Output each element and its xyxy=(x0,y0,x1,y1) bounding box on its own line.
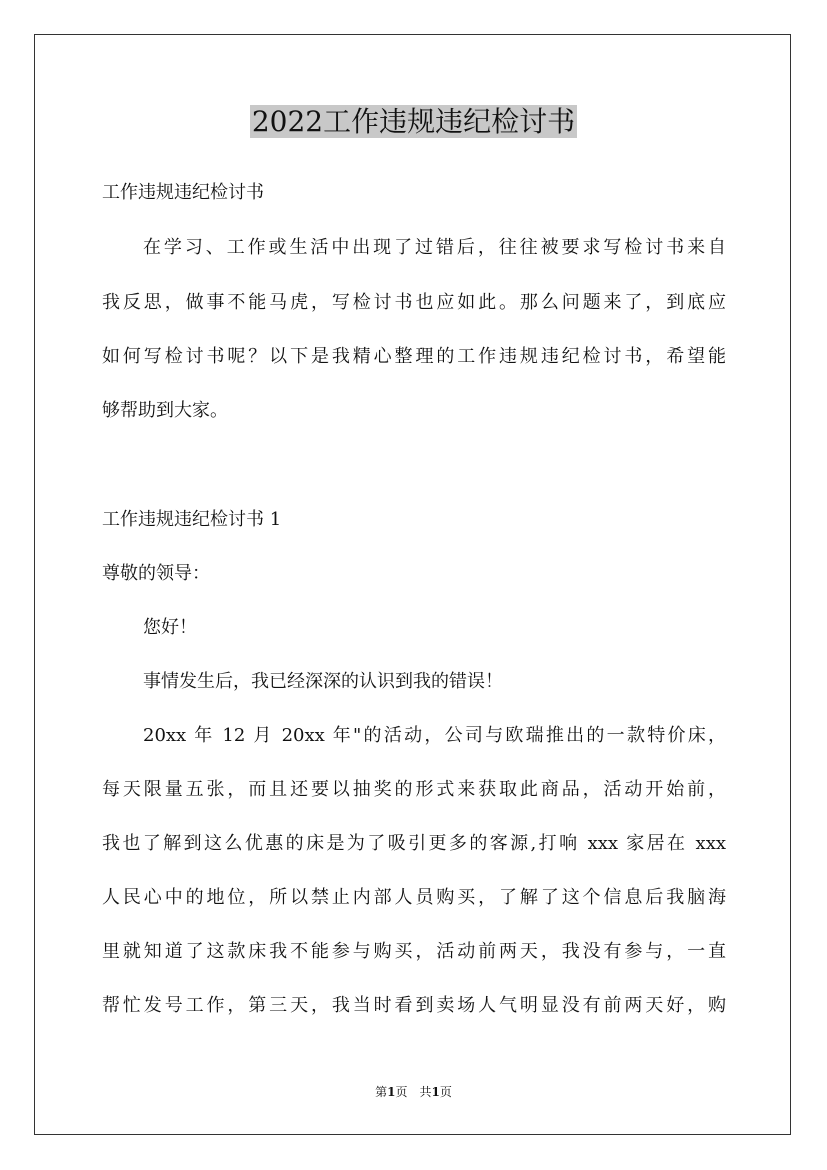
paragraph-line: 每天限量五张，而且还要以抽奖的形式来获取此商品，活动开始前， xyxy=(102,779,726,800)
document-title-text: 2022工作违规违纪检讨书 xyxy=(251,105,576,138)
paragraph-line: 我也了解到这么优惠的床是为了吸引更多的客源,打响 xxx 家居在 xxx xyxy=(102,833,726,854)
footer-page-current: 1 xyxy=(387,1085,396,1099)
intro-line: 在学习、工作或生活中出现了过错后，往往被要求写检讨书来自 xyxy=(143,237,726,258)
greeting: 您好！ xyxy=(143,617,197,638)
paragraph-line: 事情发生后，我已经深深的认识到我的错误！ xyxy=(143,671,503,692)
paragraph-line: 人民心中的地位，所以禁止内部人员购买，了解了这个信息后我脑海 xyxy=(102,887,726,908)
footer-mid: 页 共 xyxy=(395,1085,432,1099)
page-footer xyxy=(0,1084,827,1100)
footer-prefix: 第 xyxy=(375,1085,388,1099)
intro-line: 够帮助到大家。 xyxy=(102,400,228,421)
footer-page-total: 1 xyxy=(431,1085,440,1099)
intro-line: 如何写检讨书呢？以下是我精心整理的工作违规违纪检讨书，希望能 xyxy=(102,346,726,367)
salutation: 尊敬的领导： xyxy=(102,563,210,584)
footer-suffix: 页 xyxy=(439,1085,452,1099)
paragraph-line: 里就知道了这款床我不能参与购买，活动前两天，我没有参与，一直 xyxy=(102,941,726,962)
paragraph-line: 20xx 年 12 月 20xx 年"的活动，公司与欧瑞推出的一款特价床， xyxy=(143,725,726,746)
document-title xyxy=(0,100,827,144)
paragraph-line: 帮忙发号工作，第三天，我当时看到卖场人气明显没有前两天好，购 xyxy=(102,995,726,1016)
intro-line: 我反思，做事不能马虎，写检讨书也应如此。那么问题来了，到底应 xyxy=(102,292,726,313)
intro-heading: 工作违规违纪检讨书 xyxy=(102,182,264,203)
section-heading: 工作违规违纪检讨书 1 xyxy=(102,509,282,530)
